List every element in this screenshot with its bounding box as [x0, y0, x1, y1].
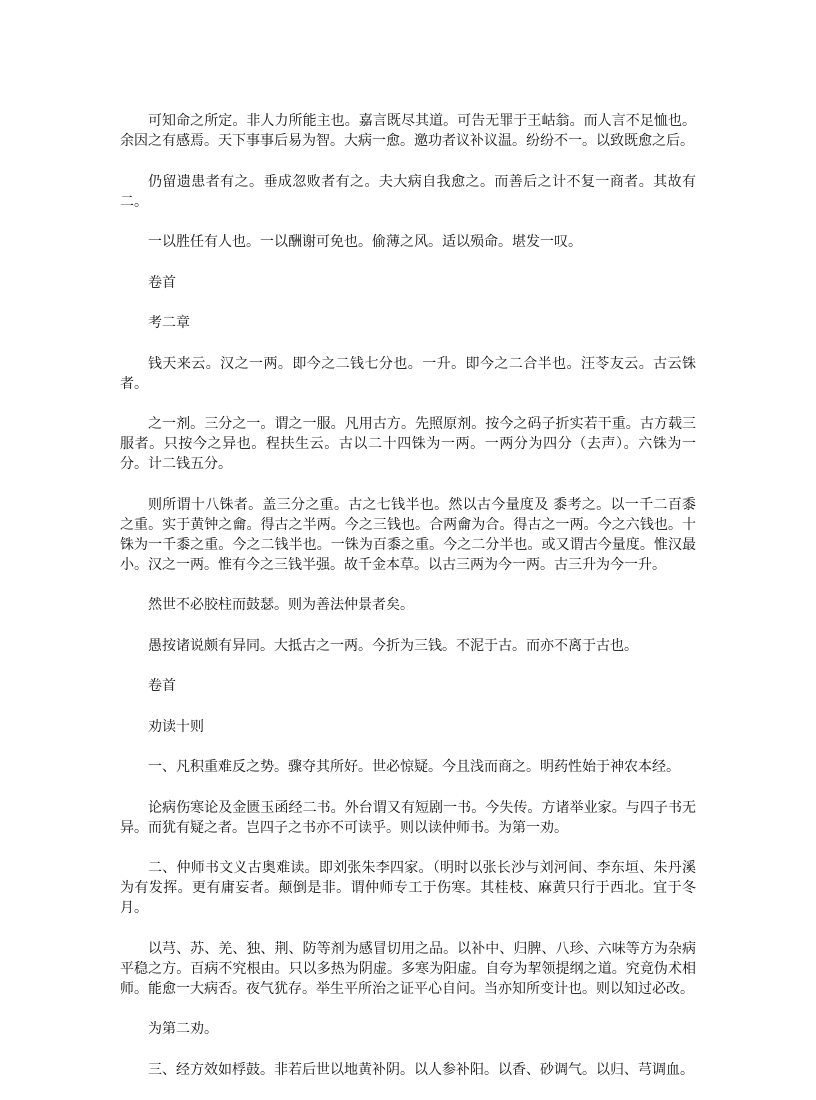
paragraph-14: 论病伤寒论及金匮玉函经二书。外台谓又有短剧一书。今失传。方诸举业家。与四子书无异。而犹有疑之者。岂四子之书亦不可读乎。则以读仲师书。为第一劝。: [120, 799, 696, 836]
paragraph-6: 钱天来云。汉之一两。即今之二钱七分也。一升。即今之二合半也。汪苓友云。古云铢者。: [120, 355, 696, 392]
section-heading-juanshou-1: 卷首: [148, 274, 176, 291]
paragraph-13: 一、凡积重难反之势。骤夺其所好。世必惊疑。今且浅而商之。明药性始于神农本经。: [148, 759, 680, 775]
paragraph-7: 之一剂。三分之一。谓之一服。凡用古方。先照原剂。按今之码子折实若干重。古方载三服者。只按今之异也。程扶生云。古以二十四铢为一两。一两分为四分（去声）。六铢为一分。计二钱五分。: [120, 416, 696, 472]
document-page: [120, 111, 696, 1100]
paragraph-8: 则所谓十八铢者。盖三分之重。古之七钱半也。然以古今量度及 黍考之。以一千二百黍之重。实于黄钟之龠。得古之半两。今之三钱也。合两龠为合。得古之一两。今之六钱也。十铢为一千黍之重。今之二钱半也。一铢为百黍之重。今之二分半也。或又谓古今量度。惟汉最小。汉之一两。惟有今之三钱半强。故千金本草。以古三两为今一两。古三升为今一升。: [120, 496, 696, 573]
section-heading-kao-er-zhang: 考二章: [148, 315, 190, 331]
paragraph-18: 三、经方效如桴鼓。非若后世以地黄补阴。以人参补阳。以香、砂调气。以归、芎调血。: [148, 1061, 694, 1078]
paragraph-17: 为第二劝。: [148, 1021, 218, 1037]
section-heading-juanshou-2: 卷首: [148, 678, 176, 694]
paragraph-2: 仍留遗患者有之。垂成忽败者有之。夫大病自我愈之。而善后之计不复一商者。其故有二。: [120, 173, 696, 210]
paragraph-16: 以芎、苏、羌、独、荆、防等剂为感冒切用之品。以补中、归脾、八珍、六味等方为杂病平稳之方。百病不究根由。只以多热为阴虚。多寒为阳虚。自夸为挈领提纲之道。究竟伪术相师。能愈一大病否。夜气犹存。举生平所治之证平心自问。当亦知所变计也。则以知过必改。: [120, 940, 696, 997]
paragraph-15: 二、仲师书文义古奥难读。即刘张朱李四家。（明时以张长沙与刘河间、李东垣、朱丹溪为有发挥。更有庸妄者。颠倒是非。谓仲师专工于伤寒。其桂枝、麻黄只行于西北。宜于冬月。: [120, 860, 696, 916]
paragraph-3: 一以胜任有人也。一以酬谢可免也。偷薄之风。适以殒命。堪发一叹。: [148, 234, 582, 250]
section-heading-quan-du-shi-ze: 劝读十则: [148, 718, 204, 735]
paragraph-10: 愚按诸说颇有异同。大抵古之一两。今折为三钱。不泥于古。而亦不离于古也。: [148, 637, 638, 654]
paragraph-1: 可知命之所定。非人力所能主也。嘉言既尽其道。可告无罪于王岵翁。而人言不足恤也。余因之有感焉。天下事事后易为智。大病一愈。邀功者议补议温。纷纷不一。以致既愈之后。: [120, 113, 696, 149]
paragraph-9: 然世不必胶柱而鼓瑟。则为善法仲景者矣。: [148, 597, 414, 613]
